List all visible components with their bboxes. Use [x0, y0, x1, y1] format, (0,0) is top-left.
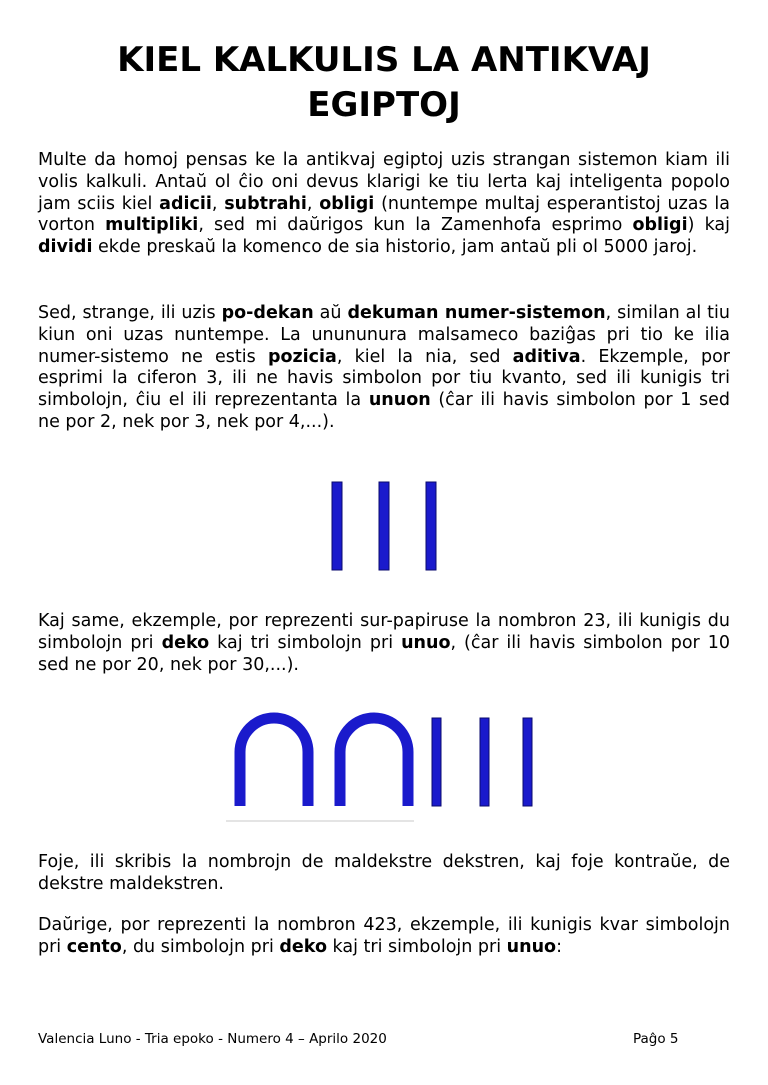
bold-term: obligi — [319, 193, 375, 214]
footer-page-number: Paĝo 5 — [633, 1031, 679, 1047]
text-run: Kaj same, ekzemple, por reprezenti sur-papiruse la nombron 23, ili kunigis du simbolojn pri — [38, 611, 730, 653]
hieroglyph-number-3 — [320, 478, 450, 573]
bold-term: unuo — [506, 936, 557, 957]
text-run: , — [211, 193, 225, 214]
text-run: Sed, strange, ili uzis — [38, 303, 222, 323]
bold-term: deko — [279, 936, 327, 957]
text-run: aŭ — [313, 303, 348, 323]
bold-term: subtrahi — [224, 193, 307, 214]
ten-arch-glyph — [340, 718, 408, 806]
hieroglyph-number-23 — [226, 712, 546, 824]
paragraph-number-423 — [38, 915, 730, 959]
bold-term: po-dekan — [221, 303, 314, 323]
text-run: , — [306, 193, 320, 214]
bold-term: cento — [66, 936, 122, 957]
text-run: , kiel la nia, sed — [336, 346, 513, 367]
paragraph-writing-direction — [38, 852, 730, 896]
text-run: , du simbolojn pri — [121, 936, 280, 957]
text-run: , (ĉar ili havis simbolon por 10 sed ne por 20, nek por 30,...). — [38, 632, 730, 675]
bold-term: dividi — [38, 237, 93, 258]
unit-stroke-glyph — [432, 718, 441, 806]
bold-term: multipliki — [105, 215, 199, 236]
text-run: kaj tri simbolojn pri — [326, 936, 507, 957]
bold-term: deko — [161, 632, 210, 653]
paragraph-intro — [38, 150, 730, 259]
bold-term: pozicia — [267, 346, 337, 367]
text-run: Multe da homoj pensas ke la antikvaj egiptoj uzis strangan sistemon kiam ili volis kalkuli. Antaŭ ol ĉio oni devus klarigi ke tiu lerta kaj inteligenta popolo jam sciis kiel — [38, 150, 730, 214]
text-run: , sed mi daŭrigos kun la Zamenhofa esprimo — [198, 215, 633, 236]
text-run: ) kaj — [687, 215, 730, 236]
text-run: (nuntempe multaj esperantistoj uzas la vorton — [38, 193, 730, 236]
text-run: , similan al tiu kiun oni uzas nuntempe. La unununura malsameco baziĝas pri tio ke ilia numer-sistemo ne estis — [38, 303, 730, 367]
text-run: . Ekzemple, por esprimi la ciferon 3, ili ne havis simbolon por tiu kvanto, sed ili kunigis tri simbolojn, ĉiu el ili reprezentanta la — [38, 346, 730, 411]
bold-term: adicii — [159, 193, 212, 214]
paragraph-number-23 — [38, 611, 730, 676]
bold-term: aditiva — [512, 346, 581, 367]
unit-stroke-glyph — [426, 482, 436, 570]
text-run: Foje, ili skribis la nombrojn de maldekstre dekstren, kaj foje kontraŭe, de dekstre maldekstren. — [38, 852, 730, 894]
unit-strokes — [332, 482, 436, 570]
text-run: : — [556, 936, 562, 957]
bold-term: dekuman numer-sistemon — [347, 303, 606, 323]
bold-term: obligi — [632, 215, 688, 236]
unit-stroke-glyph — [379, 482, 389, 570]
text-run: Daŭrige, por reprezenti la nombron 423, ekzemple, ili kunigis kvar simbolojn pri — [38, 915, 730, 957]
footer-publication: Valencia Luno - Tria epoko - Numero 4 – Aprilo 2020 — [38, 1031, 387, 1047]
ten-arch-glyph — [240, 718, 308, 806]
unit-stroke-glyph — [480, 718, 489, 806]
unit-stroke-glyph — [332, 482, 342, 570]
text-run: kaj tri simbolojn pri — [209, 632, 402, 653]
bold-term: unuon — [368, 390, 431, 411]
article-title: KIEL KALKULIS LA ANTIKVAJ EGIPTOJ — [117, 40, 651, 125]
text-run: ekde preskaŭ la komenco de sia historio, jam antaŭ pli ol 5000 jaroj. — [92, 237, 698, 258]
paragraph-decimal-system — [38, 303, 730, 434]
bold-term: unuo — [401, 632, 451, 653]
unit-stroke-glyph — [523, 718, 532, 806]
text-run: (ĉar ili havis simbolon por 1 sed ne por 2, nek por 3, nek por 4,...). — [38, 390, 731, 432]
